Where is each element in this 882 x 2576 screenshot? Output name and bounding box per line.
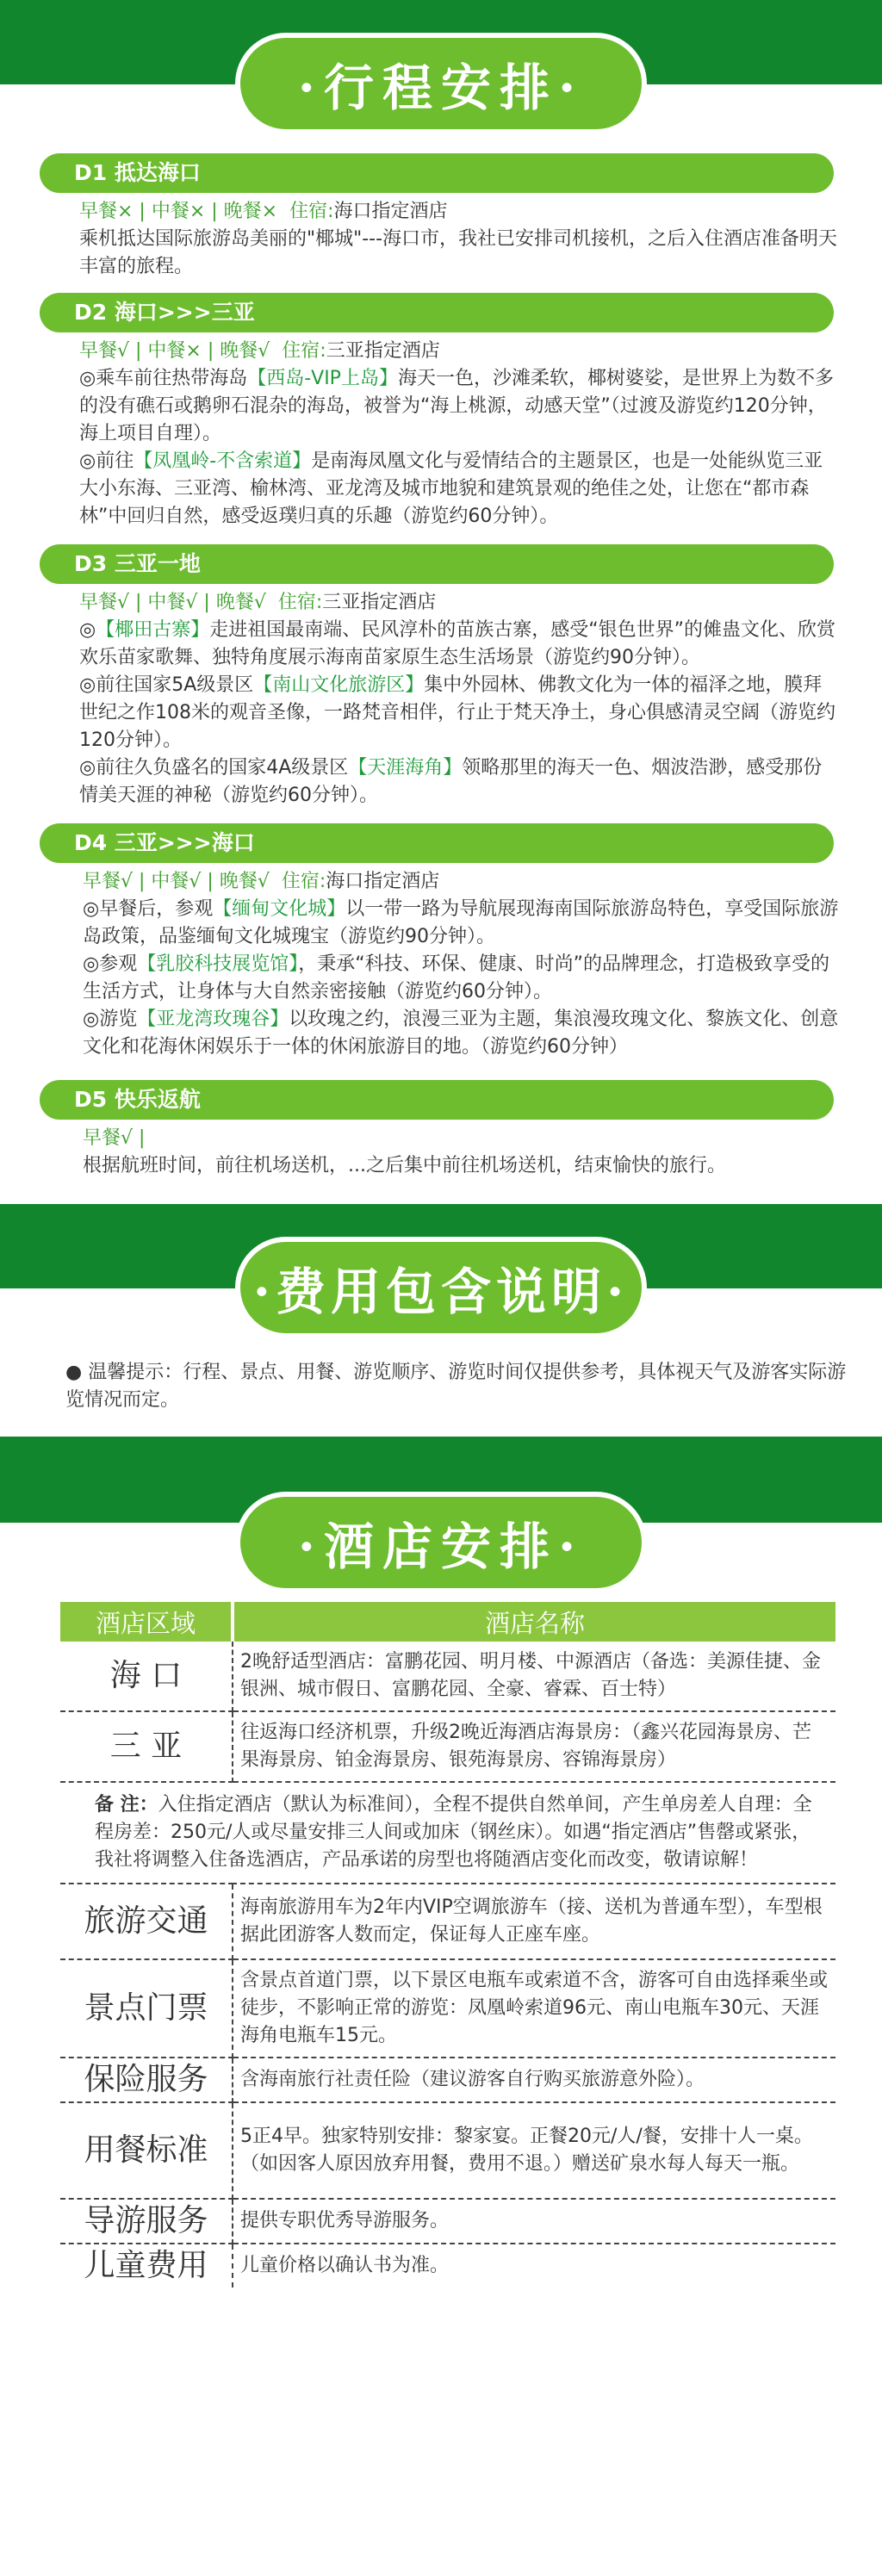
- row-label: 旅游交通: [60, 1884, 233, 1959]
- meal-info: 早餐√ | 中餐√ | 晚餐√: [79, 592, 266, 613]
- hotel-label: 住宿:: [277, 592, 323, 613]
- row-label: 海 口: [60, 1642, 233, 1711]
- day-header-d1: D1 抵达海口: [40, 153, 834, 193]
- meal-info: 早餐× | 中餐× | 晚餐×: [79, 201, 278, 222]
- attraction-name: 【天涯海角】: [348, 757, 463, 779]
- remark-label: 备 注：: [95, 1794, 158, 1816]
- day-body-d5: [83, 1125, 856, 1180]
- day-paragraph: ◎前往久负盛名的国家4A级景区【天涯海角】领略那里的海天一色、烟波浩渺，感受那份情美天涯的神秘（游览约60分钟）。: [79, 757, 823, 806]
- row-label: 景点门票: [60, 1959, 233, 2058]
- day-paragraph: ◎【椰田古寨】走进祖国最南端、民风淳朴的苗族古寨，感受“银色世界”的傩蛊文化、欣赏欢乐苗家歌舞、独特角度展示海南苗家原生态生活场景（游览约90分钟）。: [79, 619, 836, 668]
- row-text: 海南旅游用车为2年内VIP空调旅游车（接、送机为普通车型），车型根据此团游客人数而定，保证每人正座车座。: [233, 1884, 835, 1959]
- table-row: [60, 2058, 835, 2102]
- row-text: 往返海口经济机票，升级2晚近海酒店海景房：（鑫兴花园海景房、芒果海景房、铂金海景房、银苑海景房、容锦海景房）: [233, 1711, 835, 1782]
- hotel-label: 住宿:: [289, 201, 334, 222]
- day-paragraph: ◎早餐后，参观【缅甸文化城】以一带一路为导航展现海南国际旅游岛特色，享受国际旅游岛政策，品鉴缅甸文化城瑰宝（游览约90分钟）。: [83, 898, 839, 947]
- hotel-label: 住宿:: [282, 340, 326, 362]
- row-text: 含景点首道门票，以下景区电瓶车或索道不含，游客可自由选择乘坐或徒步，不影响正常的游览：凤凰岭索道96元、南山电瓶车30元、天涯海角电瓶车15元。: [233, 1959, 835, 2058]
- fee-title-pill: [240, 1242, 642, 1333]
- fee-banner: [0, 1204, 882, 1335]
- day-header-d3: D3 三亚一地: [40, 544, 834, 584]
- attraction-name: 【椰田古寨】: [96, 619, 210, 641]
- meal-info: 早餐√ | 中餐√ | 晚餐√: [83, 871, 270, 892]
- hotel-title: ·酒店安排·: [297, 1518, 585, 1576]
- table-row-remark: [60, 1782, 835, 1884]
- row-text: 提供专职优秀导游服务。: [233, 2199, 835, 2244]
- day-header-d2: D2 海口>>>三亚: [40, 293, 834, 332]
- day-body-d1: [79, 198, 839, 281]
- meal-info: 早餐√ | 中餐× | 晚餐√: [79, 340, 270, 362]
- attraction-name: 【缅甸文化城】: [213, 898, 346, 920]
- day-body-d2: [79, 338, 839, 531]
- row-label: 导游服务: [60, 2199, 233, 2244]
- attraction-name: 【亚龙湾玫瑰谷】: [137, 1009, 289, 1030]
- row-text: 含海南旅行社责任险（建议游客自行购买旅游意外险）。: [233, 2058, 835, 2102]
- day-body-d4: [83, 868, 839, 1061]
- itinerary-title-pill: [240, 38, 642, 129]
- hotel-value: 海口指定酒店: [326, 871, 440, 892]
- table-row: [60, 1959, 835, 2058]
- col-header-area: 酒店区域: [60, 1602, 233, 1642]
- day-body-d3: [79, 589, 839, 810]
- attraction-name: 【凤凰岭-不含索道】: [134, 450, 312, 472]
- row-label: 保险服务: [60, 2058, 233, 2102]
- attraction-name: 【西岛-VIP上岛】: [247, 368, 398, 389]
- col-header-name: 酒店名称: [233, 1602, 835, 1642]
- day-text: 根据航班时间，前往机场送机，...之后集中前往机场送机，结束愉快的旅行。: [83, 1155, 726, 1176]
- hotel-label: 住宿:: [281, 871, 326, 892]
- day-paragraph: ◎乘车前往热带海岛【西岛-VIP上岛】海天一色，沙滩柔软，椰树婆娑，是世界上为数不多的没有礁石或鹅卵石混杂的海岛，被誉为“海上桃源，动感天堂”（过渡及游览约120分钟，海上项目自理）。: [79, 368, 834, 444]
- day-header-d5: D5 快乐返航: [40, 1080, 834, 1120]
- table-row: [60, 2102, 835, 2199]
- attraction-name: 【乳胶科技展览馆】: [137, 953, 299, 975]
- fee-note: ● 温馨提示：行程、景点、用餐、游览顺序、游览时间仅提供参考，具体视天气及游客实际游览情况而定。: [65, 1362, 847, 1411]
- hotel-banner: [0, 1437, 882, 1590]
- hotel-value: 三亚指定酒店: [322, 592, 437, 613]
- day-text: 乘机抵达国际旅游岛美丽的"椰城"---海口市，我社已安排司机接机，之后入住酒店准备明天丰富的旅程。: [79, 228, 838, 277]
- table-row: [60, 1642, 835, 1711]
- hotel-title-pill: [240, 1497, 642, 1588]
- day-paragraph: ◎参观【乳胶科技展览馆】，秉承“科技、环保、健康、时尚”的品牌理念，打造极致享受的生活方式，让身体与大自然亲密接触（游览约60分钟）。: [83, 953, 830, 1002]
- meal-info: 早餐√ |: [83, 1127, 146, 1149]
- table-row: [60, 2199, 835, 2244]
- row-label: 三 亚: [60, 1711, 233, 1782]
- remark-text: 入住指定酒店（默认为标准间），全程不提供自然单间，产生单房差人自理：全程房差：250元/人或尽量安排三人间或加床（钢丝床）。如遇“指定酒店”售罄或紧张，我社将调整入住备选酒店，产品承诺的房型也将随酒店变化而改变，敬请谅解！: [95, 1794, 812, 1871]
- table-row: [60, 1711, 835, 1782]
- hotel-value: 海口指定酒店: [333, 201, 448, 222]
- hotel-value: 三亚指定酒店: [326, 340, 440, 362]
- row-label: 用餐标准: [60, 2102, 233, 2199]
- table-row: [60, 2244, 835, 2287]
- itinerary-banner: [0, 0, 882, 131]
- itinerary-title: ·行程安排·: [297, 59, 585, 117]
- row-label: 儿童费用: [60, 2244, 233, 2287]
- table-row: [60, 1884, 835, 1959]
- day-header-d4: D4 三亚>>>海口: [40, 823, 834, 863]
- day-paragraph: ◎前往国家5A级景区【南山文化旅游区】集中外园林、佛教文化为一体的福泽之地，膜拜世纪之作108米的观音圣像，一路梵音相伴，行止于梵天净土，身心俱感清灵空阔（游览约120分钟）。: [79, 674, 835, 751]
- day-paragraph: ◎游览【亚龙湾玫瑰谷】以玫瑰之约，浪漫三亚为主题，集浪漫玫瑰文化、黎族文化、创意文化和花海休闲娱乐于一体的休闲旅游目的地。（游览约60分钟）: [83, 1009, 839, 1058]
- remark-cell: [60, 1782, 835, 1884]
- row-text: 儿童价格以确认书为准。: [240, 2255, 450, 2276]
- table-header: [60, 1602, 835, 1642]
- attraction-name: 【南山文化旅游区】: [253, 674, 425, 696]
- day-paragraph: ◎前往【凤凰岭-不含索道】是南海凤凰文化与爱情结合的主题景区，也是一处能纵览三亚大小东海、三亚湾、榆林湾、亚龙湾及城市地貌和建筑景观的绝佳之处，让您在“都市森林”中回归自然，感受返璞归真的乐趣（游览约60分钟）。: [79, 450, 823, 527]
- hotel-table: [60, 1602, 835, 2287]
- row-text: 2晚舒适型酒店：富鹏花园、明月楼、中源酒店（备选：美源佳捷、金银洲、城市假日、富鹏花园、全豪、睿霖、百士特）: [233, 1642, 835, 1711]
- row-text: 5正4早。独家特别安排：黎家宴。正餐20元/人/餐，安排十人一桌。（如因客人原因放弃用餐，费用不退。）赠送矿泉水每人每天一瓶。: [233, 2102, 835, 2199]
- fee-title: ·费用包含说明·: [252, 1263, 630, 1321]
